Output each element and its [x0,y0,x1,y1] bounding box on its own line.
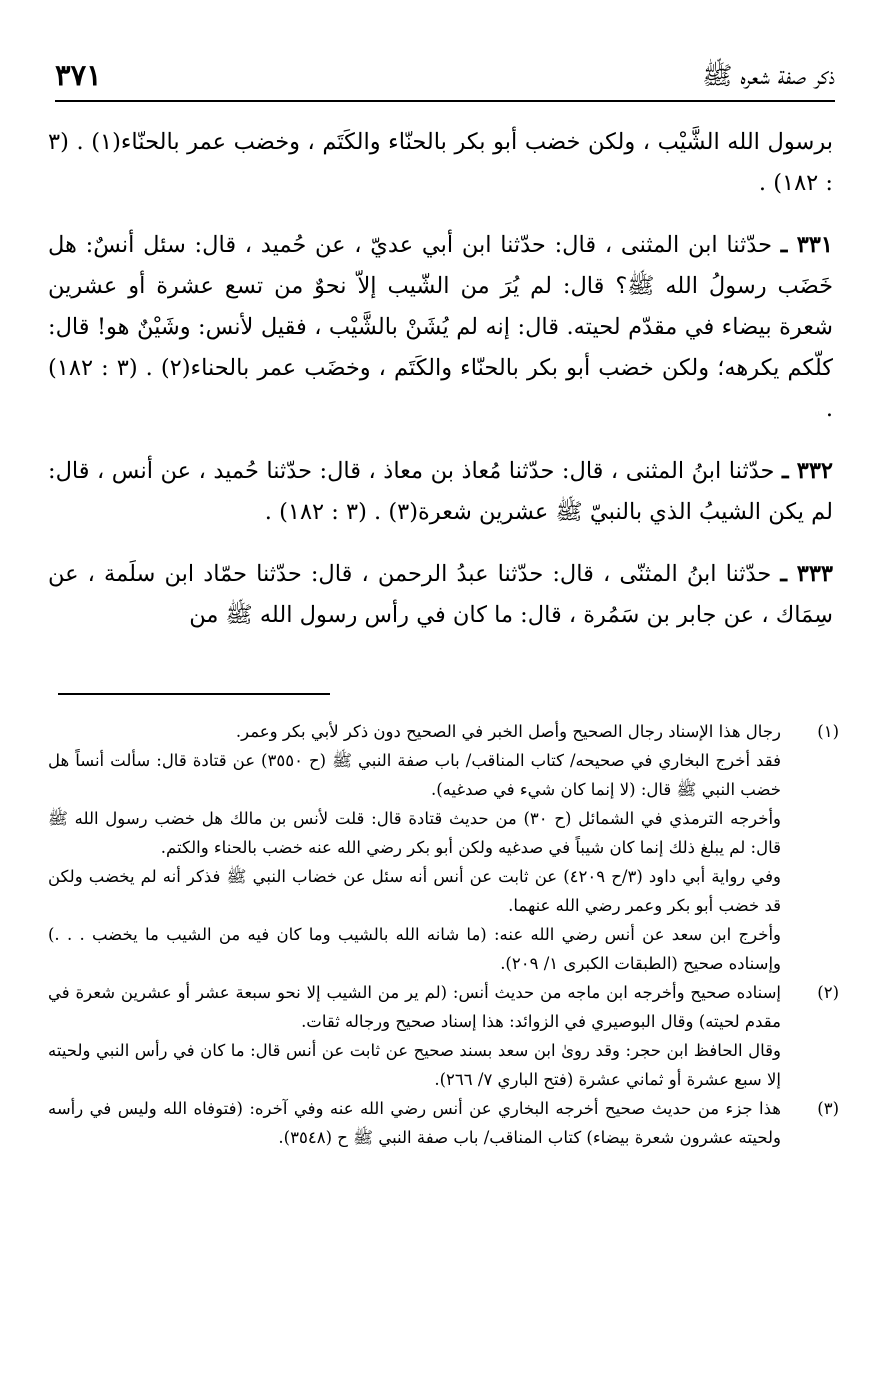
hadith-text: حدّثنا ابنُ المثنى ، قال: حدّثنا مُعاذ بن معاذ ، قال: حدّثنا حُميد ، عن أنس ، قال: لم يكن الشيبُ الذي بالنبيّ ﷺ عشرين شعرة(٣) . (٣ : ١٨٢) . [48,458,833,525]
footnote-paragraph: رجال هذا الإسناد رجال الصحيح وأصل الخبر في الصحيح دون ذكر لأبي بكر وعمر. [235,722,781,741]
footnote-number: (٣) [817,1099,839,1118]
footnote-paragraph: وقال الحافظ ابن حجر: وقد روىٰ ابن سعد بسند صحيح عن ثابت عن أنس قال: ما كان في رأس النبي ولحيته إلا سبع عشرة أو ثماني عشرة (فتح الباري ٧/ ٢٦٦). [48,1041,781,1089]
footnote-paragraph: هذا جزء من حديث صحيح أخرجه البخاري عن أنس رضي الله عنه وفي آخره: (فتوفاه الله وليس في رأسه ولحيته عشرون شعرة بيضاء) كتاب المناقب/ باب صفة النبي ﷺ ح (٣٥٤٨). [48,1099,781,1147]
footnote-paragraph: إسناده صحيح وأخرجه ابن ماجه من حديث أنس: (لم ير من الشيب إلا نحو سبعة عشر أو عشرين شعرة في مقدم لحيته) وقال البوصيري في الزوائد: هذا إسناد صحيح ورجاله ثقات. [48,983,781,1031]
chapter-title: ذكر صفة شعره ﷺ [702,61,835,90]
footnote-paragraph: فقد أخرج البخاري في صحيحه/ كتاب المناقب/ باب صفة النبي ﷺ (ح ٣٥٥٠) عن قتادة قال: سألت أنساً هل خضب النبي ﷺ قال: (لا إنما كان شيء في صدغيه). [48,751,781,799]
main-text [48,122,833,636]
hadith-text: حدّثنا ابن المثنى ، قال: حدّثنا ابن أبي عديّ ، عن حُميد ، قال: سئل أنسٌ: هل خَضَب رسولُ الله ﷺ؟ قال: لم يُرَ من الشّيب إلاّ نحوٌ من تسع عشرة أو عشرين شعرة بيضاء في مقدّم لحيته. قال: إنه لم يُشَنْ بالشَّيْب ، فقيل لأنس: وشَيْنٌ هو! قال: كلّكم يكرهه؛ ولكن خضب أبو بكر بالحنّاء والكَتَم ، وخضَب عمر بالحناء(٢) . (٣ : ١٨٢) . [48,232,834,422]
running-header [55,56,835,102]
hadith-text: برسول الله الشَّيْب ، ولكن خضب أبو بكر بالحنّاء والكَتَم ، وخضب عمر بالحنّاء(١) . (٣ : ١٨٢) . [48,129,834,196]
hadith-333 [48,554,833,636]
hadith-332 [48,451,833,533]
hadith-331 [48,225,833,430]
footnote-3 [48,1094,839,1152]
footnotes [48,717,839,1152]
footnote-paragraph: وأخرجه الترمذي في الشمائل (ح ٣٠) من حديث قتادة قال: قلت لأنس بن مالك هل خضب رسول الله ﷺ قال: لم يبلغ ذلك إنما كان شيباً في صدغيه ولكن أبو بكر رضي الله عنه خضب بالحناء والكتم. [48,809,781,857]
footnote-number: (٢) [817,983,839,1002]
footnote-1 [48,717,839,978]
hadith-number: ٣٣١ ـ [780,232,833,258]
footnote-2 [48,978,839,1094]
footnote-divider [58,693,330,695]
page-number: ٣٧١ [55,58,102,92]
hadith-text: حدّثنا ابنُ المثنّى ، قال: حدّثنا عبدُ الرحمن ، قال: حدّثنا حمّاد ابن سلَمة ، عن سِمَاك ، عن جابر بن سَمُرة ، قال: ما كان في رأس رسول الله ﷺ من [48,561,833,628]
hadith-continuation [48,122,833,204]
footnote-number: (١) [817,722,839,741]
footnote-paragraph: وأخرج ابن سعد عن أنس رضي الله عنه: (ما شانه الله بالشيب وما كان فيه من الشيب ما يخضب . . .) وإسناده صحيح (الطبقات الكبرى ١/ ٢٠٩). [48,925,781,973]
hadith-number: ٣٣٣ ـ [780,561,833,587]
hadith-number: ٣٣٢ ـ [781,458,833,484]
footnote-paragraph: وفي رواية أبي داود (٣/ح ٤٢٠٩) عن ثابت عن أنس أنه سئل عن خضاب النبي ﷺ فذكر أنه لم يخضب ولكن قد خضب أبو بكر وعمر رضي الله عنهما. [48,867,781,915]
